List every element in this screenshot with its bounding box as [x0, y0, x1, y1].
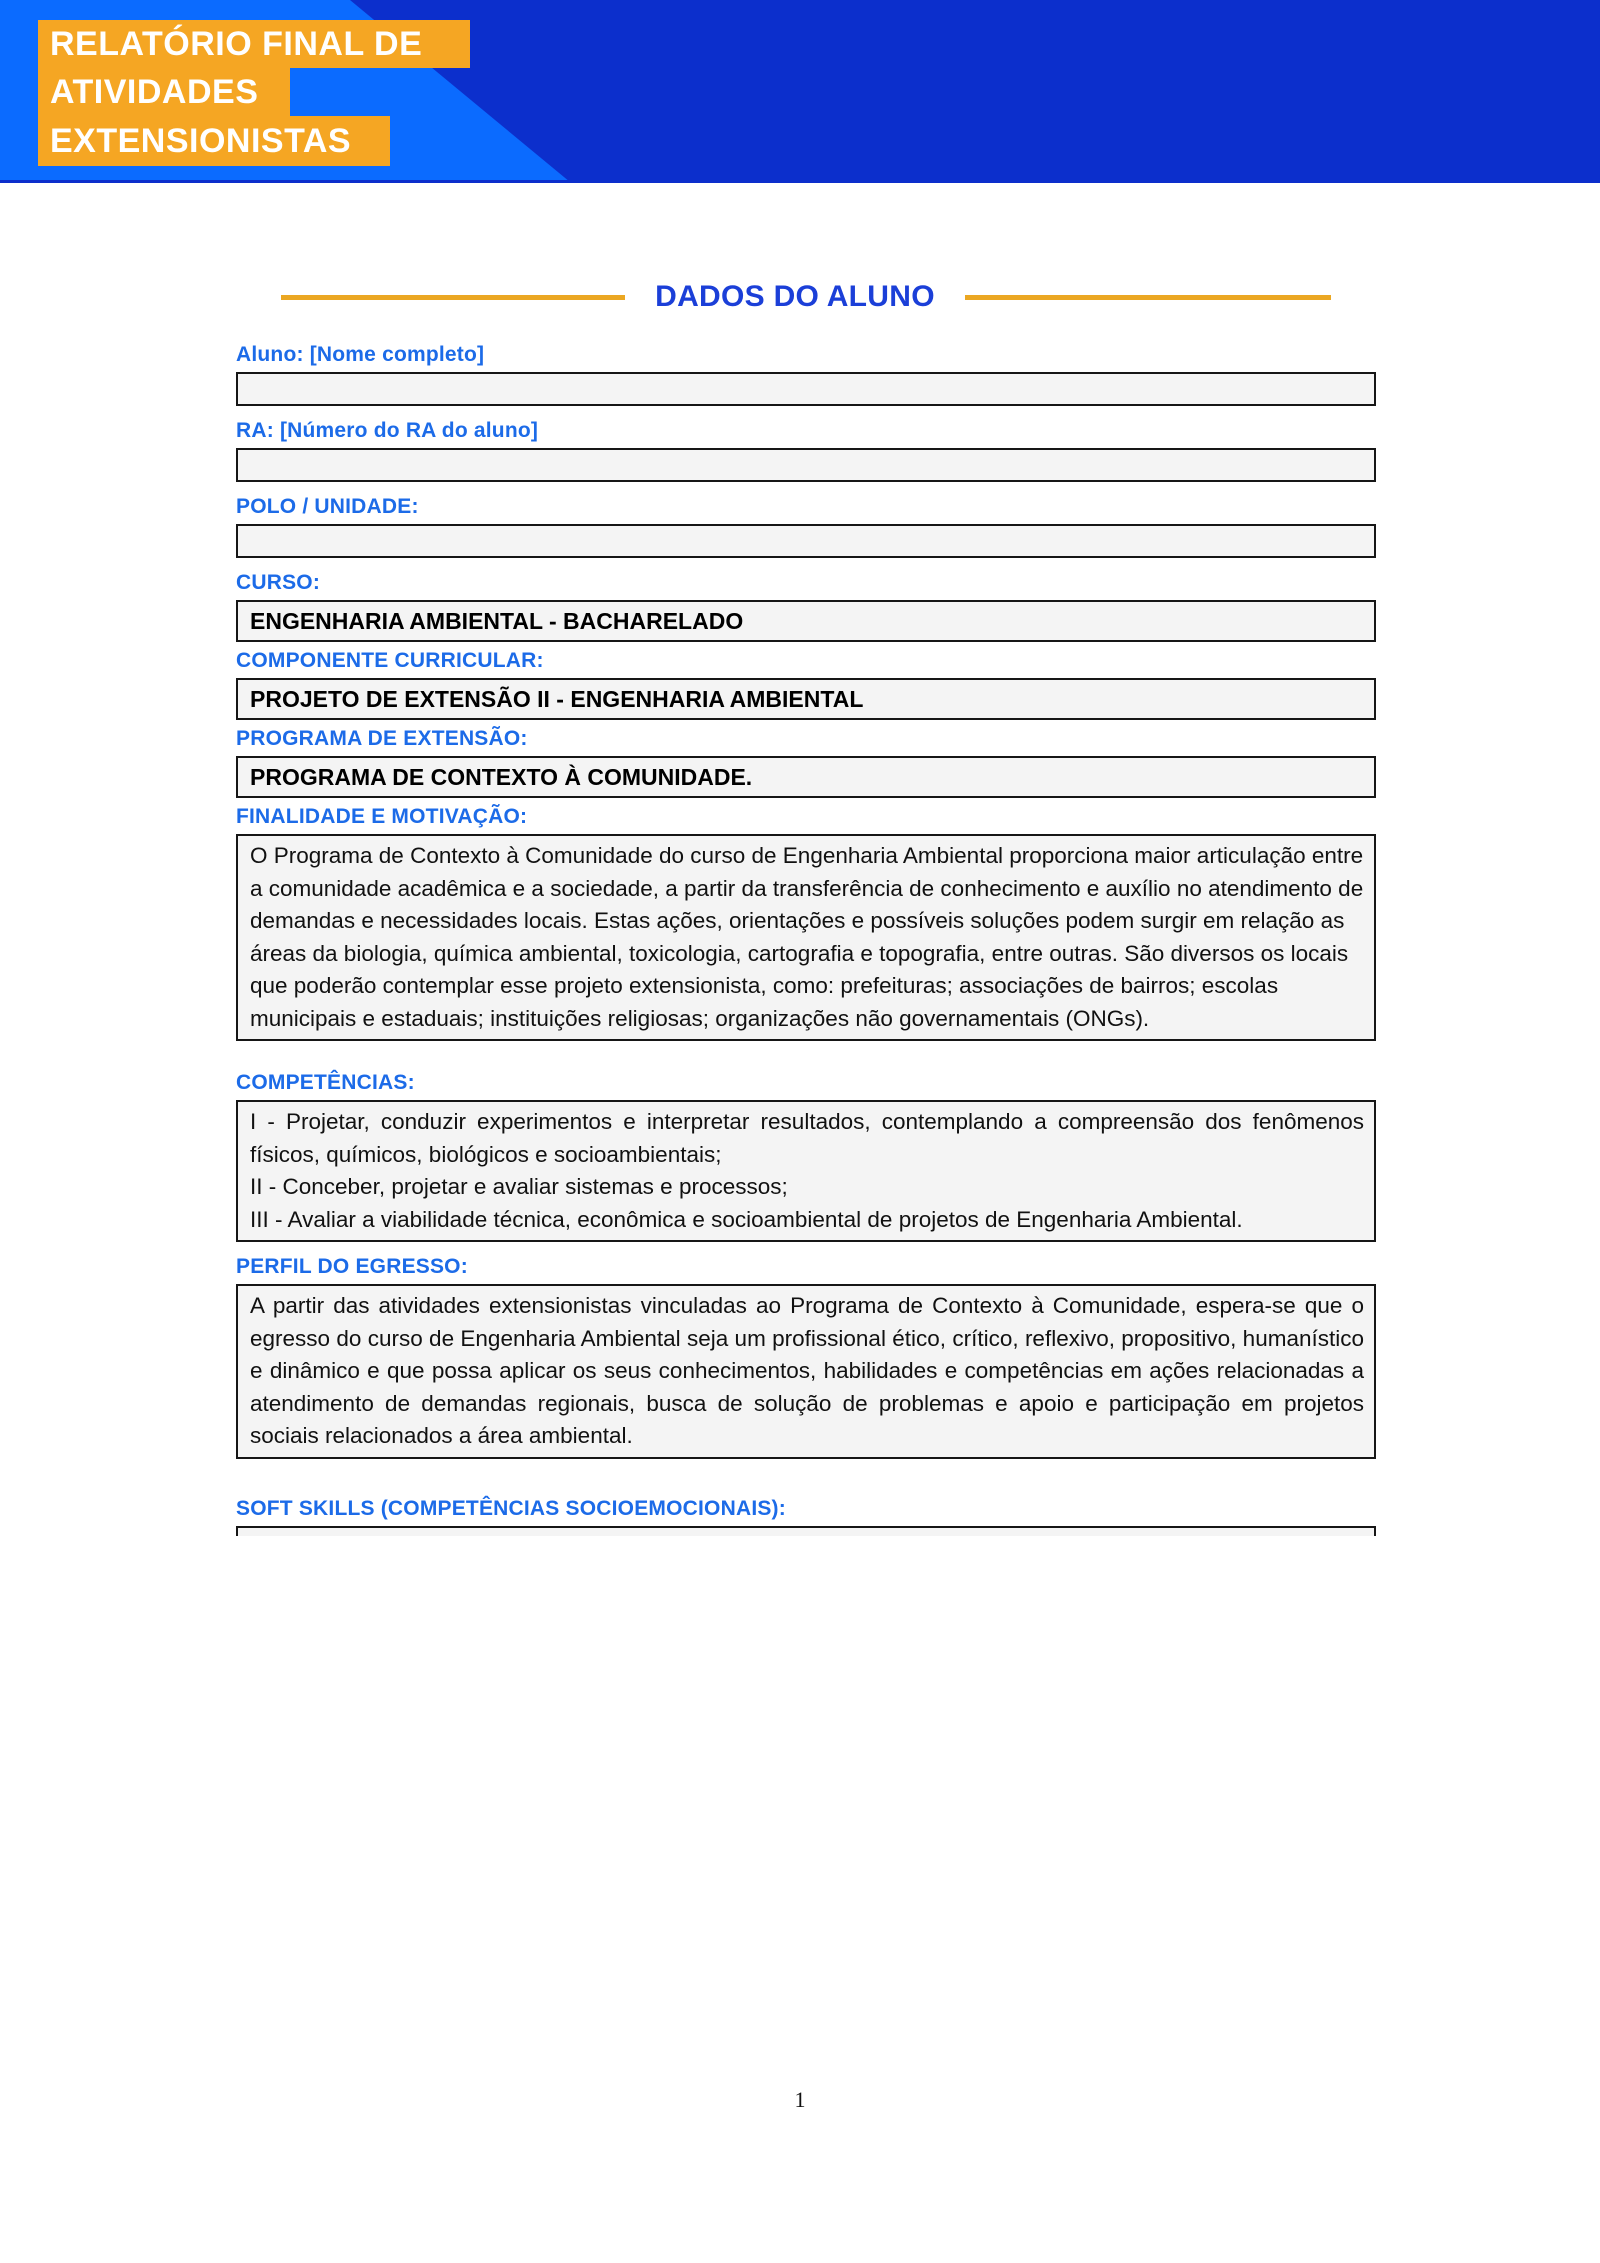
field-soft-skills: [236, 1496, 1376, 1536]
field-competencias-label: COMPETÊNCIAS:: [236, 1071, 415, 1094]
field-perfil-egresso: [236, 1254, 1376, 1459]
field-ra-label: RA: [Número do RA do aluno]: [236, 419, 539, 442]
field-competencias: [236, 1070, 1376, 1242]
field-perfil-egresso-input[interactable]: [236, 1284, 1376, 1459]
competencia-item-1: I - Projetar, conduzir experimentos e interpretar resultados, contemplando a compreensão dos fenômenos físicos, químicos, biológicos e socioambientais;: [250, 1109, 1364, 1167]
field-polo-unidade: [236, 494, 1376, 558]
section-rule-left: [281, 295, 625, 300]
field-curso: [236, 570, 1376, 642]
field-curso-input[interactable]: [236, 600, 1376, 642]
field-programa-extensao-label: PROGRAMA DE EXTENSÃO:: [236, 727, 528, 750]
section-title-label: DADOS DO ALUNO: [655, 280, 935, 313]
field-competencias-input[interactable]: [236, 1100, 1376, 1242]
field-componente-curricular-value: PROJETO DE EXTENSÃO II - ENGENHARIA AMBIENTAL: [250, 686, 864, 712]
field-ra: [236, 418, 1376, 482]
header-banner: [0, 0, 1600, 182]
field-aluno: [236, 342, 1376, 406]
field-finalidade-motivacao-value: O Programa de Contexto à Comunidade do curso de Engenharia Ambiental proporciona maior articulação entre a comunidade acadêmica e a sociedade, a partir da transferência de conhecimento e auxílio no atendimento de demandas e necessidades locais. Estas ações, orientações e possíveis soluções podem surgir em relação as áreas da biologia, química ambiental, toxicologia, cartografia e topografia, entre outras. São diversos os locais que poderão contemplar esse projeto extensionista, como: prefeituras; associações de bairros; escolas municipais e estaduais; instituições religiosas; organizações não governamentais (ONGs).: [250, 843, 1364, 1031]
field-programa-extensao-value: PROGRAMA DE CONTEXTO À COMUNIDADE.: [250, 764, 753, 790]
document-page: [0, 182, 1600, 2263]
field-finalidade-motivacao: [236, 804, 1376, 1041]
field-soft-skills-label: SOFT SKILLS (COMPETÊNCIAS SOCIOEMOCIONAIS):: [236, 1497, 786, 1520]
field-polo-unidade-input[interactable]: [236, 524, 1376, 558]
field-soft-skills-input[interactable]: [236, 1526, 1376, 1536]
section-title: [236, 276, 1376, 318]
field-perfil-egresso-label: PERFIL DO EGRESSO:: [236, 1255, 468, 1278]
field-finalidade-motivacao-label: FINALIDADE E MOTIVAÇÃO:: [236, 805, 528, 828]
field-aluno-input[interactable]: [236, 372, 1376, 406]
field-ra-input[interactable]: [236, 448, 1376, 482]
field-componente-curricular: [236, 648, 1376, 720]
banner-title-line-1: RELATÓRIO FINAL DE: [38, 20, 470, 68]
banner-title-line-3: EXTENSIONISTAS: [38, 116, 390, 166]
field-polo-unidade-label: POLO / UNIDADE:: [236, 495, 419, 518]
field-componente-curricular-input[interactable]: [236, 678, 1376, 720]
field-componente-curricular-label: COMPONENTE CURRICULAR:: [236, 649, 544, 672]
section-rule-right: [965, 295, 1331, 300]
banner-title-line-2: ATIVIDADES: [38, 68, 290, 116]
field-programa-extensao: [236, 726, 1376, 798]
field-curso-value: ENGENHARIA AMBIENTAL - BACHARELADO: [250, 608, 744, 634]
page-number: 1: [794, 2087, 806, 2112]
field-aluno-label: Aluno: [Nome completo]: [236, 343, 485, 366]
field-programa-extensao-input[interactable]: [236, 756, 1376, 798]
competencia-item-3: III - Avaliar a viabilidade técnica, econômica e socioambiental de projetos de Engenharia Ambiental.: [250, 1206, 1243, 1232]
field-perfil-egresso-value: A partir das atividades extensionistas vinculadas ao Programa de Contexto à Comunidade, espera-se que o egresso do curso de Engenharia Ambiental seja um profissional ético, crítico, reflexivo, propositivo, humanístico e dinâmico e que possa aplicar os seus conhecimentos, habilidades e competências em ações relacionadas a atendimento de demandas regionais, busca de solução de problemas e apoio e participação em projetos sociais relacionados a área ambiental.: [250, 1293, 1364, 1448]
competencia-item-2: II - Conceber, projetar e avaliar sistemas e processos;: [250, 1174, 788, 1199]
field-curso-label: CURSO:: [236, 571, 321, 594]
field-finalidade-motivacao-input[interactable]: [236, 834, 1376, 1041]
